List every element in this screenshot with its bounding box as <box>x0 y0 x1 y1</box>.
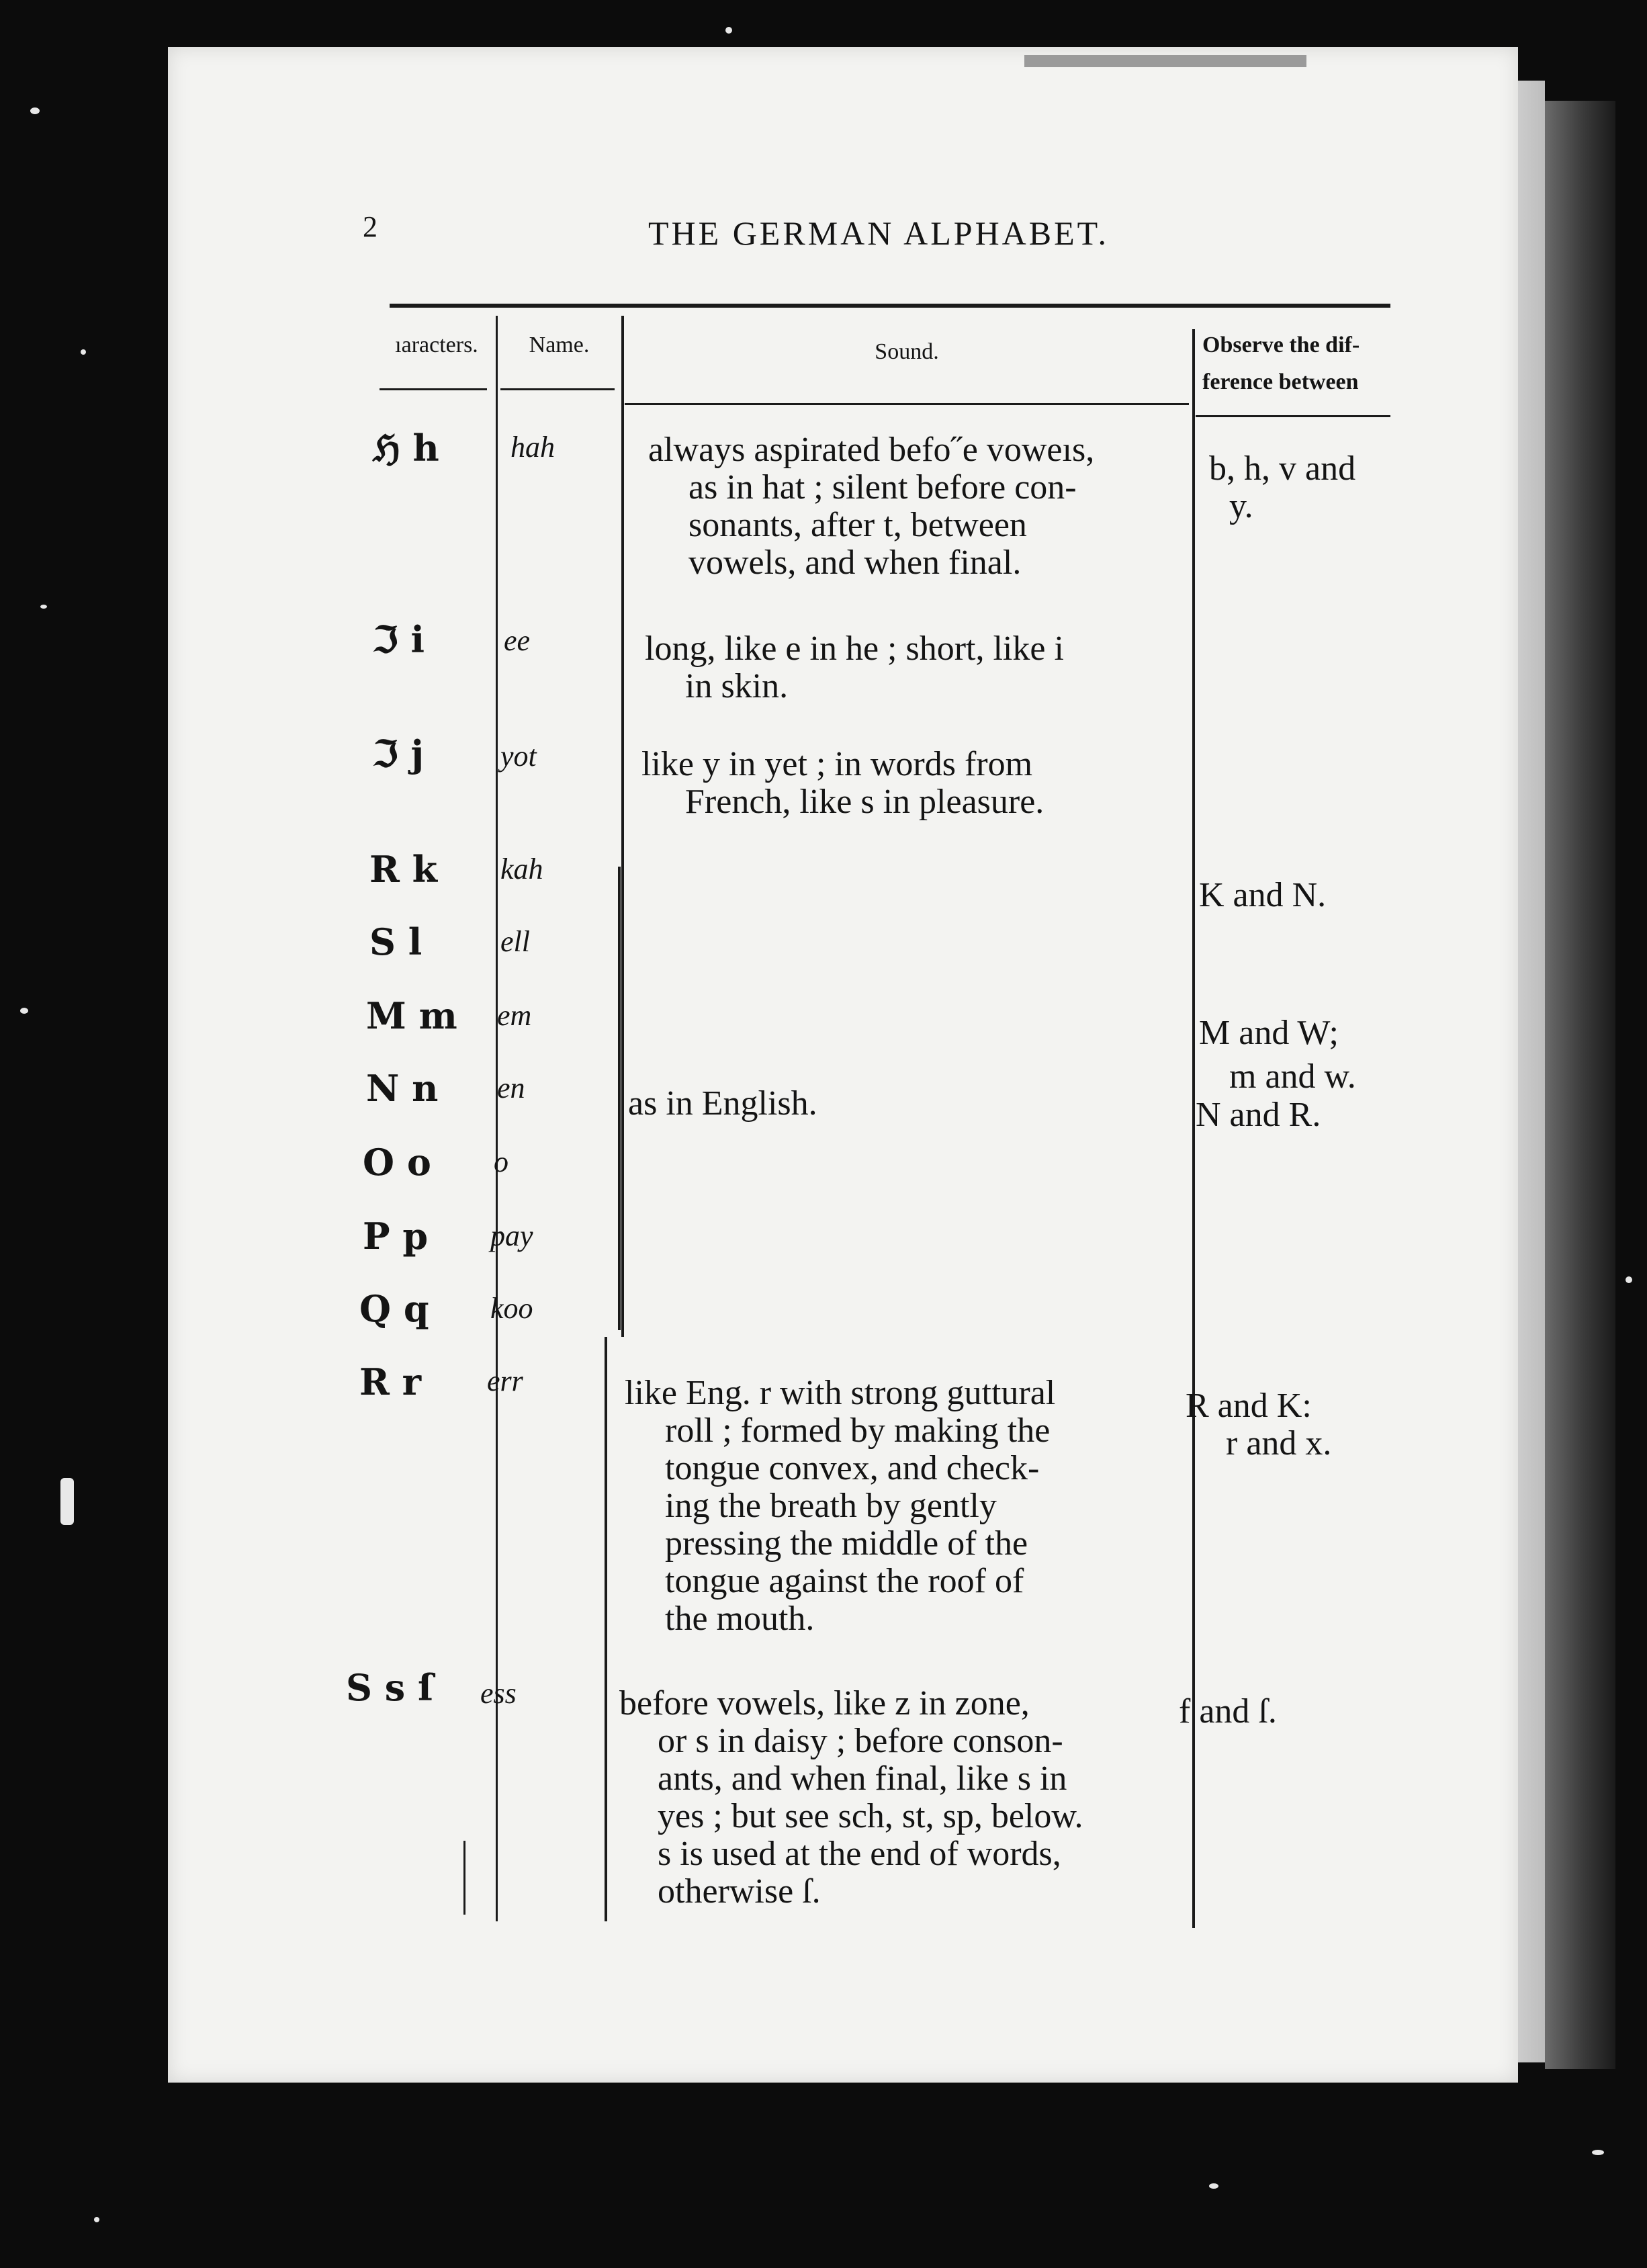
header-observe-2: ference between <box>1202 369 1359 394</box>
row-r-chars: R r <box>359 1360 422 1403</box>
row-k-chars: R k <box>369 848 438 891</box>
group-sound: as in English. <box>628 1084 817 1123</box>
row-i-sound: long, like e in he ; short, like i in skin. <box>645 629 1064 705</box>
row-h-chars: ℌ h <box>373 427 439 470</box>
row-l-chars: S l <box>369 920 422 963</box>
row-s-sound: before vowels, like z in zone, or s in daisy ; before conson- ants, and when final, like s in yes ; but see sch, st, sp, below. s is used at the end of words, otherwise ſ. <box>619 1684 1083 1911</box>
observe-m-2: m and w. <box>1229 1057 1356 1096</box>
column-divider-3 <box>1192 329 1195 1928</box>
row-k-name: kah <box>500 853 543 885</box>
row-o-name: o <box>494 1145 508 1178</box>
row-n-name: en <box>497 1072 525 1104</box>
top-strip <box>1024 55 1306 67</box>
chars-header-rule <box>380 388 487 390</box>
row-h-observe: b, h, v and y. <box>1209 449 1356 525</box>
row-p-chars: P p <box>363 1215 429 1258</box>
header-observe-1: Observe the dif- <box>1202 333 1360 357</box>
column-divider-0 <box>463 1841 465 1915</box>
header-name: Name. <box>529 333 590 357</box>
row-j-sound: like y in yet ; in words from French, like s in pleasure. <box>641 745 1044 821</box>
row-q-name: koo <box>490 1292 533 1325</box>
column-divider-2 <box>621 316 624 1337</box>
column-divider-2b <box>605 1337 607 1921</box>
group-brace <box>618 867 621 1330</box>
row-l-name: ell <box>500 925 530 958</box>
row-p-name: pay <box>490 1219 533 1252</box>
row-s-observe: f and ſ. <box>1179 1692 1277 1731</box>
sound-header-rule <box>625 403 1189 405</box>
row-n-chars: N n <box>366 1067 439 1110</box>
observe-header-rule <box>1196 415 1390 417</box>
header-characters: ıaracters. <box>395 333 478 357</box>
row-j-name: yot <box>500 740 537 773</box>
row-i-name: ee <box>504 624 531 657</box>
row-o-chars: O o <box>363 1141 431 1184</box>
row-i-chars: ℑ i <box>373 618 425 661</box>
name-header-rule <box>500 388 615 390</box>
observe-m-1: M and W; <box>1199 1014 1339 1052</box>
row-s-chars: S s ſ <box>346 1666 434 1709</box>
observe-n: N and R. <box>1196 1096 1321 1134</box>
row-h-name: hah <box>510 431 555 464</box>
page-title: THE GERMAN ALPHABET. <box>648 214 1110 252</box>
row-r-observe: R and K: r and x. <box>1186 1387 1332 1463</box>
row-m-name: em <box>497 999 532 1032</box>
header-sound: Sound. <box>875 339 939 364</box>
table-top-rule <box>390 304 1390 308</box>
row-m-chars: M m <box>366 994 457 1037</box>
row-q-chars: Q q <box>359 1287 429 1330</box>
page-shadow <box>1545 101 1615 2069</box>
observe-k: K and N. <box>1199 876 1327 914</box>
row-j-chars: ℑ j <box>373 732 424 775</box>
row-h-sound: always aspirated befo˝e voweıs, as in hat ; silent before con- sonants, after t, between vowels, and when final. <box>648 431 1095 582</box>
row-r-sound: like Eng. r with strong guttural roll ; formed by making the tongue convex, and check- ing the breath by gently pressing the middle of the tongue against the roof of the mouth. <box>625 1374 1056 1638</box>
page-number: 2 <box>363 210 377 243</box>
row-s-name: ess <box>480 1677 517 1710</box>
row-r-name: err <box>487 1364 523 1397</box>
